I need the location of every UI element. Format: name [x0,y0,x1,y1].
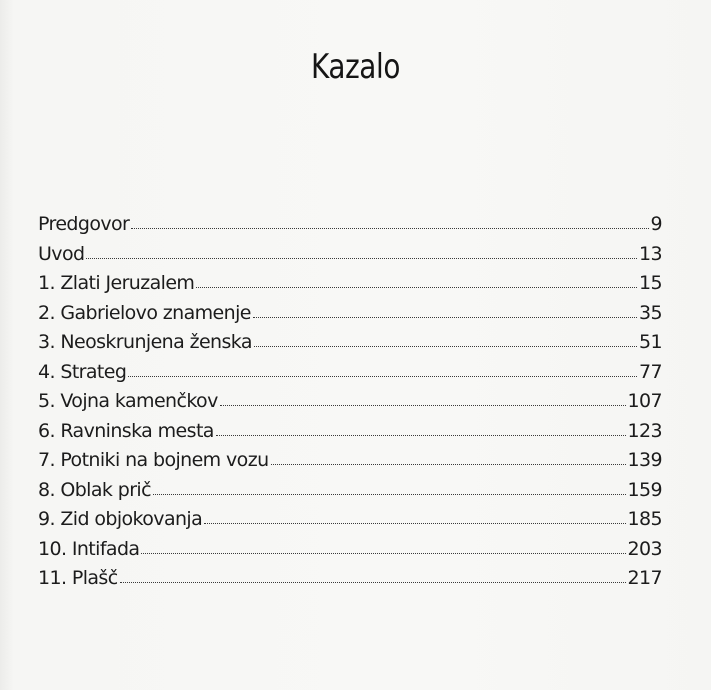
dot-leader [153,493,626,495]
entry-page-number: 159 [627,478,662,501]
entry-page-number: 77 [639,360,662,383]
entry-title: 5. Vojna kamenčkov [38,390,218,412]
toc-entry [38,272,662,302]
entry-title: 10. Intifada [38,537,140,560]
dot-leader [196,286,637,288]
toc-entry [38,390,662,420]
entry-page-number: 107 [627,390,662,412]
toc-entry [38,213,662,243]
dot-leader [120,581,626,583]
entry-page-number: 35 [639,301,662,324]
entry-page-number: 139 [627,449,662,471]
toc-entry [38,449,662,479]
toc-entry [38,479,662,509]
dot-leader [141,552,625,554]
dot-leader [204,522,625,524]
page-title: Kazalo [311,46,400,87]
toc-entry [38,508,662,538]
entry-page-number: 185 [627,508,662,530]
entry-title: 11. Plašč [38,567,118,589]
toc-entry [38,538,662,568]
entry-title: 6. Ravninska mesta [38,419,214,442]
entry-title: 8. Oblak prič [38,478,151,501]
dot-leader [254,345,637,347]
dot-leader [131,227,648,229]
entry-title: 7. Potniki na bojnem vozu [38,449,269,471]
entry-title: 9. Zid objokovanja [38,508,203,530]
toc-entry [38,420,662,450]
dot-leader [128,375,637,377]
toc-entry [38,331,662,361]
entry-page-number: 217 [627,567,662,589]
toc-entry [38,302,662,332]
entry-title: 3. Neoskrunjena ženska [38,331,252,353]
table-of-contents [38,213,662,597]
dot-leader [216,434,626,436]
entry-page-number: 51 [639,331,662,353]
entry-title: 4. Strateg [38,360,127,383]
entry-title: Predgovor [38,213,130,235]
toc-entry [38,567,662,597]
entry-title: 1. Zlati Jeruzalem [38,272,195,294]
dot-leader [220,404,626,406]
entry-page-number: 9 [650,213,662,235]
toc-entry [38,243,662,273]
entry-page-number: 15 [639,272,662,294]
entry-page-number: 123 [627,419,662,442]
dot-leader [86,257,637,259]
entry-title: Uvod [38,242,85,265]
entry-title: 2. Gabrielovo znamenje [38,301,251,324]
dot-leader [271,463,626,465]
entry-page-number: 13 [639,242,662,265]
dot-leader [253,316,637,318]
toc-entry [38,361,662,391]
entry-page-number: 203 [627,537,662,560]
